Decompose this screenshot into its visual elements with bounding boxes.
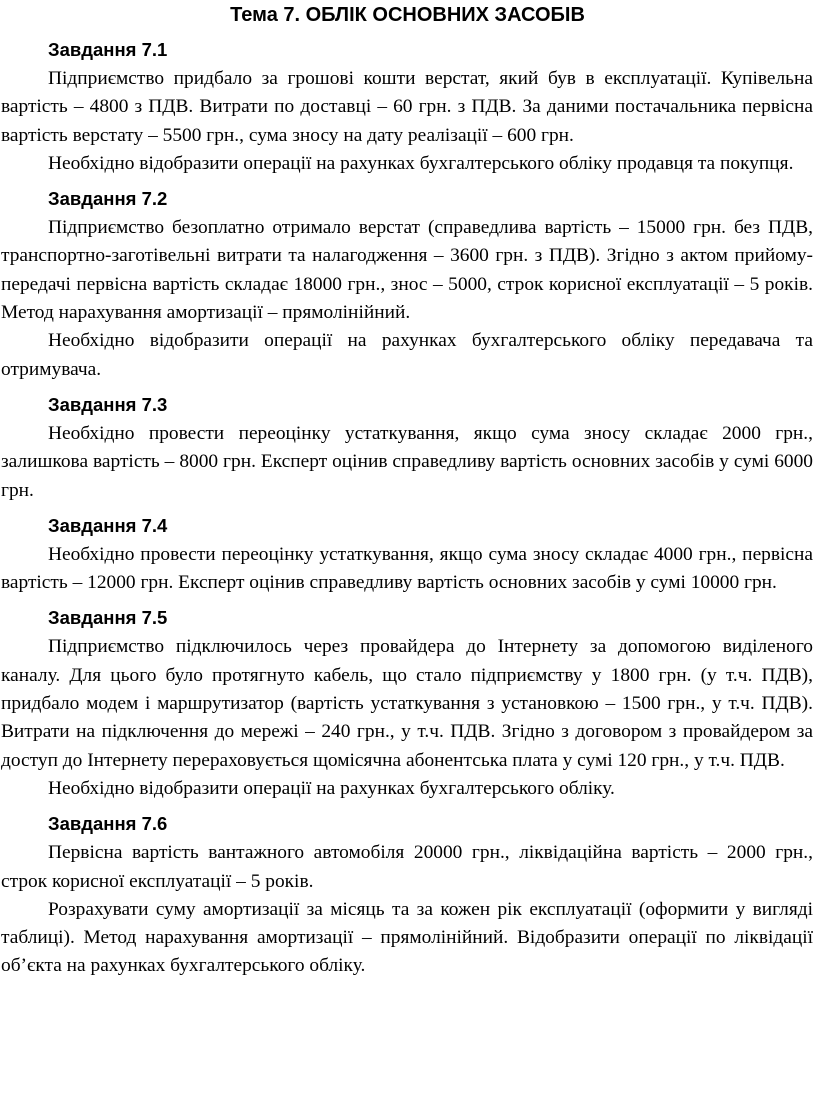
task-paragraph: Первісна вартість вантажного автомобіля 20000 грн., ліквідаційна вартість – 2000 грн., строк корисної експлуатації – 5 років. — [1, 842, 813, 892]
task-heading: Завдання 7.6 — [48, 813, 168, 835]
task-paragraph: Розрахувати суму амортизації за місяць та за кожен рік експлуатації (оформити у вигляді таблиці). Метод нарахування амортизації – прямолінійний. Відобразити операції по ліквідації об’єкта на рахунках бухгалтерського обліку. — [1, 898, 813, 977]
page-title: Тема 7. ОБЛІК ОСНОВНИХ ЗАСОБІВ — [230, 4, 585, 26]
task-heading: Завдання 7.2 — [48, 188, 168, 210]
task-heading: Завдання 7.1 — [48, 39, 168, 60]
task-7-4 — [1, 514, 813, 598]
task-heading: Завдання 7.3 — [48, 393, 168, 415]
task-7-2 — [1, 187, 813, 384]
task-paragraph: Необхідно відобразити операції на рахунках бухгалтерського обліку. — [48, 777, 615, 799]
task-paragraph: Необхідно відобразити операції на рахунках бухгалтерського обліку продавця та покупця. — [48, 152, 794, 174]
task-paragraph: Необхідно провести переоцінку устаткування, якщо сума зносу складає 4000 грн., первісна вартість – 12000 грн. Експерт оцінив справедливу вартість основних засобів у сумі 10000 грн. — [1, 543, 813, 594]
task-paragraph: Підприємство придбало за грошові кошти верстат, який був в експлуатації. Купівельна вартість – 4800 з ПДВ. Витрати по доставці – 60 грн. з ПДВ. За даними постачальника первісна вартість верстату – 5500 грн., сума зносу на дату реалізації – 600 грн. — [1, 68, 813, 146]
task-7-3 — [1, 393, 813, 505]
task-7-6 — [1, 812, 813, 980]
task-heading: Завдання 7.5 — [48, 607, 168, 629]
task-paragraph: Підприємство безоплатно отримало верстат (справедлива вартість – 15000 грн. без ПДВ, транспортно-заготівельні витрати та налагодження – 3600 грн. з ПДВ). Згідно з актом прийому-передачі первісна вартість складає 18000 грн., знос – 5000, строк корисної експлуатації – 5 років. Метод нарахування амортизації – прямолінійний. — [1, 217, 813, 324]
task-heading: Завдання 7.4 — [48, 514, 168, 536]
task-7-5 — [1, 606, 813, 803]
task-7-1 — [1, 38, 813, 178]
task-paragraph: Необхідно відобразити операції на рахунках бухгалтерського обліку передавача та отримувача. — [1, 330, 813, 380]
task-paragraph: Необхідно провести переоцінку устаткування, якщо сума зносу складає 2000 грн., залишкова вартість – 8000 грн. Експерт оцінив справедливу вартість основних засобів у сумі 6000 грн. — [1, 422, 813, 501]
task-paragraph: Підприємство підключилось через провайдера до Інтернету за допомогою виділеного каналу. Для цього було протягнуто кабель, що стало підприємству у 1800 грн. (у т.ч. ПДВ), придбало модем і маршрутизатор (вартість устаткування з установкою – 1500 грн., у т.ч. ПДВ). Витрати на підключення до мережі – 240 грн., у т.ч. ПДВ. Згідно з договором з провайдером за доступ до Інтернету перераховується щомісячна абонентська плата у сумі 120 грн., у т.ч. ПДВ. — [1, 636, 813, 771]
